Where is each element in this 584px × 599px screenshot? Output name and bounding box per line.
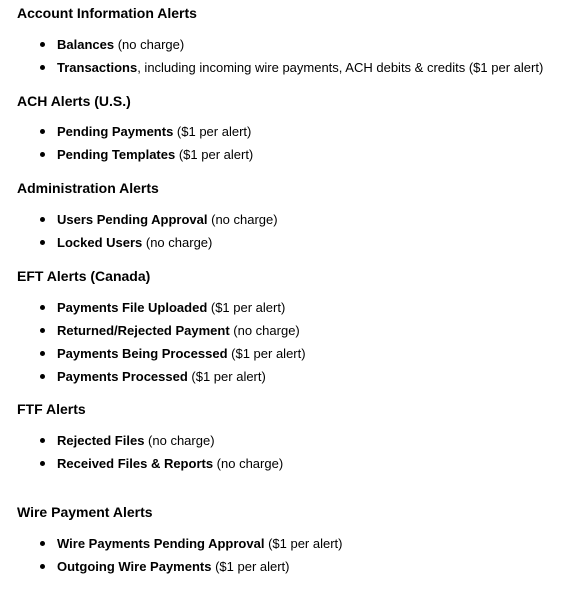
bullet-icon	[40, 240, 45, 245]
item-detail: (no charge)	[114, 37, 185, 52]
item-name: Outgoing Wire Payments	[57, 559, 212, 574]
item-name: Locked Users	[57, 235, 143, 250]
item-name: Received Files & Reports	[57, 456, 214, 471]
bullet-icon	[40, 438, 45, 443]
item-detail: (no charge)	[229, 323, 300, 338]
list-item-rejected-files	[40, 432, 215, 450]
item-detail: ($1 per alert)	[175, 147, 254, 162]
item-detail: ($1 per alert)	[187, 369, 266, 384]
list-item-wire-payments-pending-approval	[40, 535, 343, 553]
list-item-balances	[40, 36, 184, 54]
list-item-locked-users	[40, 234, 212, 252]
section-heading-ach: ACH Alerts (U.S.)	[17, 93, 131, 109]
bullet-icon	[40, 541, 45, 546]
list-item-payments-being-processed	[40, 345, 306, 363]
section-heading-eft: EFT Alerts (Canada)	[17, 268, 151, 284]
list-item-outgoing-wire-payments	[40, 558, 290, 576]
bullet-icon	[40, 305, 45, 310]
section-heading-wire-payment: Wire Payment Alerts	[17, 504, 153, 520]
bullet-icon	[40, 152, 45, 157]
item-detail: ($1 per alert)	[207, 300, 286, 315]
bullet-icon	[40, 42, 45, 47]
item-detail: ($1 per alert)	[227, 346, 306, 361]
item-name: Payments File Uploaded	[57, 300, 208, 315]
item-detail: (no charge)	[144, 433, 215, 448]
section-heading-ftf: FTF Alerts	[17, 401, 86, 417]
bullet-icon	[40, 217, 45, 222]
item-name: Pending Templates	[57, 147, 176, 162]
item-detail: (no charge)	[207, 212, 278, 227]
item-name: Users Pending Approval	[57, 212, 208, 227]
list-item-users-pending-approval	[40, 211, 278, 229]
item-name: Balances	[57, 37, 115, 52]
item-name: Returned/Rejected Payment	[57, 323, 230, 338]
list-item-payments-file-uploaded	[40, 299, 285, 317]
item-detail: (no charge)	[213, 456, 284, 471]
item-name: Payments Processed	[57, 369, 188, 384]
section-heading-account-information: Account Information Alerts	[17, 5, 197, 21]
bullet-icon	[40, 564, 45, 569]
bullet-icon	[40, 129, 45, 134]
list-item-transactions	[40, 59, 543, 77]
bullet-icon	[40, 65, 45, 70]
item-detail: ($1 per alert)	[211, 559, 290, 574]
bullet-icon	[40, 351, 45, 356]
list-item-payments-processed	[40, 368, 266, 386]
list-item-pending-templates	[40, 146, 253, 164]
list-item-pending-payments	[40, 123, 251, 141]
bullet-icon	[40, 328, 45, 333]
section-heading-administration: Administration Alerts	[17, 180, 159, 196]
item-detail: (no charge)	[142, 235, 213, 250]
item-detail: ($1 per alert)	[264, 536, 343, 551]
item-name: Rejected Files	[57, 433, 145, 448]
item-detail: ($1 per alert)	[173, 124, 252, 139]
item-name: Payments Being Processed	[57, 346, 228, 361]
item-name: Transactions	[57, 60, 138, 75]
bullet-icon	[40, 374, 45, 379]
item-name: Wire Payments Pending Approval	[57, 536, 265, 551]
item-name: Pending Payments	[57, 124, 174, 139]
list-item-received-files-reports	[40, 455, 283, 473]
list-item-returned-rejected-payment	[40, 322, 300, 340]
bullet-icon	[40, 461, 45, 466]
item-detail: , including incoming wire payments, ACH debits & credits ($1 per alert)	[137, 60, 544, 75]
